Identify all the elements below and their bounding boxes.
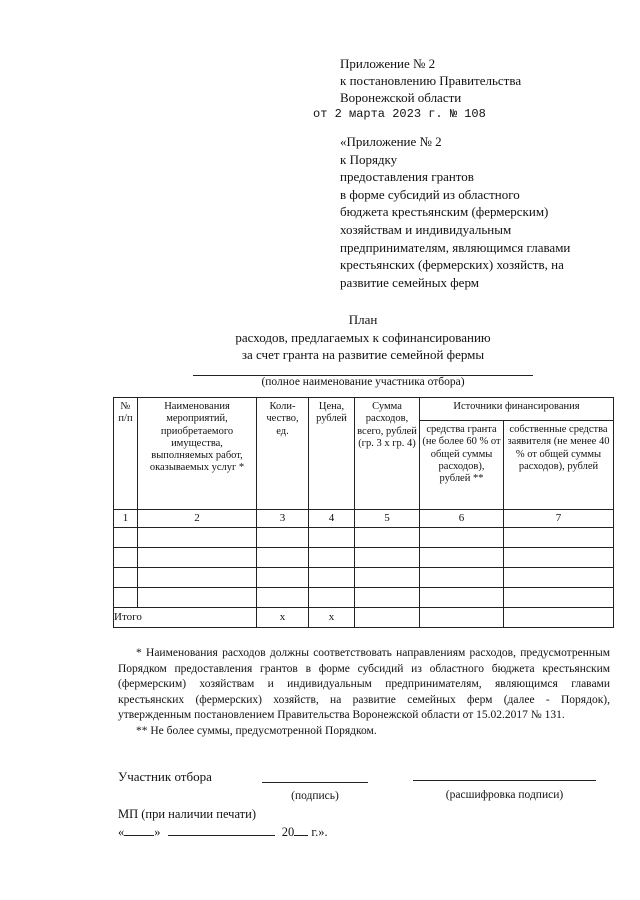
table-cell[interactable]	[114, 568, 138, 588]
table-row[interactable]	[114, 548, 614, 568]
table-cell[interactable]	[420, 588, 504, 608]
header-line: Приложение № 2	[340, 56, 436, 71]
table-cell[interactable]	[355, 548, 420, 568]
column-number: 7	[504, 510, 614, 528]
column-number: 3	[257, 510, 309, 528]
header-quantity: Коли-чество, ед.	[257, 398, 309, 510]
header-line: Воронежской области	[340, 90, 462, 105]
table-cell[interactable]	[138, 588, 257, 608]
date-year-field[interactable]	[294, 824, 308, 836]
signature-decoding-caption: (расшифровка подписи)	[445, 789, 564, 801]
table-cell[interactable]	[257, 588, 309, 608]
table-cell[interactable]	[309, 548, 355, 568]
table-cell[interactable]	[309, 588, 355, 608]
table-cell[interactable]	[504, 548, 614, 568]
total-own-cell[interactable]	[504, 608, 614, 628]
procedure-line: развитие семейных ферм	[340, 274, 479, 290]
table-cell[interactable]	[355, 528, 420, 548]
signature-decoding-field[interactable]	[413, 780, 596, 781]
header-sources: Источники финансирования	[420, 398, 614, 421]
column-number: 1	[114, 510, 138, 528]
procedure-line: предпринимателям, являющимся главами	[340, 239, 571, 255]
procedure-line: хозяйствам и индивидуальным	[340, 221, 512, 237]
column-number: 4	[309, 510, 355, 528]
participant-name-caption: (полное наименование участника отбора)	[261, 376, 465, 388]
total-grant-cell[interactable]	[420, 608, 504, 628]
plan-title-line: План	[348, 312, 378, 327]
total-sum-cell[interactable]	[355, 608, 420, 628]
appendix-header	[313, 55, 522, 123]
date-line	[118, 824, 328, 840]
total-quantity-x: х	[257, 608, 309, 628]
footnote-1: * Наименования расходов должны соответствовать направлениям расходов, предусмотренным Порядком предоставления грантов в форме субсидий из областного бюджета крестьянским (фермерским) хозяйствам и индивидуальным предпринимателям, являющимся главами крестьянских (фермерских) хозяйств, на развитие семейных ферм (далее - Порядок), утвержденным постановлением Правительства Воронежской области от 15.02.2017 № 131.	[118, 647, 610, 721]
procedure-line: «Приложение № 2	[340, 134, 442, 149]
header-name: Наименования мероприятий, приобретаемого имущества, выполняемых работ, оказываемых услуг *	[138, 398, 257, 510]
signature-caption: (подпись)	[291, 790, 339, 802]
header-sum: Сумма расходов, всего, рублей (гр. 3 х гр. 4)	[355, 398, 420, 510]
table-cell[interactable]	[309, 568, 355, 588]
footnote-2: ** Не более суммы, предусмотренной Порядком.	[136, 724, 377, 737]
procedure-appendix-block	[340, 133, 570, 291]
date-day-field[interactable]	[124, 824, 154, 836]
table-cell[interactable]	[257, 548, 309, 568]
column-number: 2	[138, 510, 257, 528]
table-cell[interactable]	[138, 528, 257, 548]
date-month-field[interactable]	[168, 824, 275, 836]
table-row[interactable]	[114, 528, 614, 548]
participant-label: Участник отбора	[118, 769, 212, 784]
table-cell[interactable]	[504, 528, 614, 548]
table-cell[interactable]	[309, 528, 355, 548]
plan-title-line: за счет гранта на развитие семейной фермы	[241, 347, 485, 362]
table-row[interactable]	[114, 588, 614, 608]
date-open-quote: «	[118, 825, 125, 839]
decree-date: от 2 марта 2023 г. № 108	[313, 107, 486, 121]
header-no: № п/п	[114, 398, 138, 510]
header-own-funds: собственные средства заявителя (не менее 40 % от общей суммы расходов), рублей	[504, 421, 614, 510]
table-cell[interactable]	[420, 548, 504, 568]
table-column-numbers-row	[114, 510, 614, 528]
header-line: к постановлению Правительства	[340, 73, 522, 88]
table-cell[interactable]	[114, 528, 138, 548]
column-number: 6	[420, 510, 504, 528]
date-year-prefix: 20	[281, 825, 295, 839]
table-cell[interactable]	[420, 568, 504, 588]
date-suffix: г.».	[308, 825, 328, 839]
table-cell[interactable]	[355, 588, 420, 608]
procedure-line: в форме субсидий из областного	[340, 186, 520, 202]
table-cell[interactable]	[257, 528, 309, 548]
table-cell[interactable]	[257, 568, 309, 588]
table-total-row	[114, 608, 614, 628]
header-grant-funds: средства гранта (не более 60 % от общей суммы расходов), рублей **	[420, 421, 504, 510]
date-close-quote: »	[154, 825, 161, 839]
table-cell[interactable]	[138, 568, 257, 588]
table-cell[interactable]	[355, 568, 420, 588]
table-cell[interactable]	[504, 568, 614, 588]
plan-title-line: расходов, предлагаемых к софинансированию	[235, 329, 491, 345]
total-label: Итого	[114, 608, 257, 628]
table-row[interactable]	[114, 568, 614, 588]
table-cell[interactable]	[504, 588, 614, 608]
expense-plan-table	[113, 397, 614, 628]
table-cell[interactable]	[114, 548, 138, 568]
procedure-line: бюджета крестьянским (фермерским)	[340, 204, 549, 220]
procedure-line: крестьянских (фермерских) хозяйств, на	[340, 257, 564, 273]
table-cell[interactable]	[420, 528, 504, 548]
column-number: 5	[355, 510, 420, 528]
signature-field[interactable]	[262, 782, 368, 783]
stamp-label: МП (при наличии печати)	[118, 807, 257, 821]
total-price-x: х	[309, 608, 355, 628]
table-header-row	[114, 398, 614, 421]
header-price: Цена, рублей	[309, 398, 355, 510]
procedure-line: к Порядку	[340, 151, 398, 167]
footnotes	[118, 646, 610, 739]
procedure-line: предоставления грантов	[340, 169, 474, 185]
table-cell[interactable]	[138, 548, 257, 568]
table-cell[interactable]	[114, 588, 138, 608]
plan-title	[0, 311, 640, 364]
